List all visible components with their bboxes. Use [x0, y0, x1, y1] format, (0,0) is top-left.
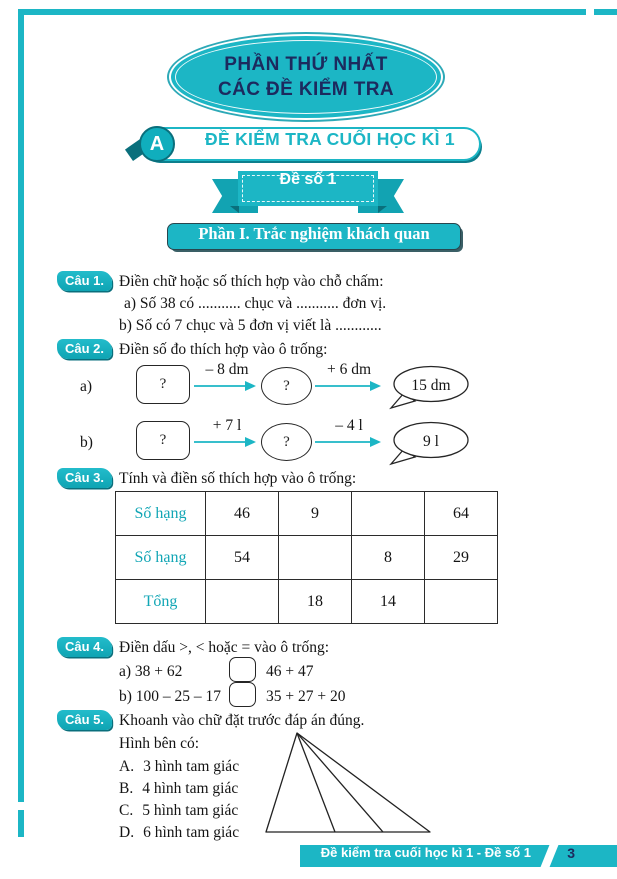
page-border-top-gap [586, 9, 594, 15]
option-letter: D. [119, 824, 135, 841]
q3-sum-table [115, 491, 498, 624]
q2-row-a-mid-circle: ? [261, 367, 312, 405]
question-1-line-a: a) Số 38 có ........... chục và ........... đơn vị. [124, 295, 387, 312]
exam-title-banner [141, 127, 481, 161]
question-4-prompt: Điền dấu >, < hoặc = vào ô trống: [119, 639, 330, 656]
table-cell: Tổng [116, 580, 206, 624]
question-5-prompt: Khoanh vào chữ đặt trước đáp án đúng. [119, 712, 365, 729]
table-cell: 8 [352, 536, 425, 580]
part-title-oval [171, 36, 441, 118]
option-letter: C. [119, 802, 134, 819]
question-1-prompt: Điền chữ hoặc số thích hợp vào chỗ chấm: [119, 273, 384, 290]
question-2-label: Câu 2. [57, 339, 112, 359]
q2-row-b-start-box: ? [136, 421, 190, 460]
q4-line-b-left: b) 100 – 25 – 17 [119, 688, 222, 705]
q5-option-d [119, 823, 239, 842]
arrow-right-icon [315, 380, 381, 392]
table-cell [206, 580, 279, 624]
table-cell: 18 [279, 580, 352, 624]
question-5-subprompt: Hình bên có: [119, 735, 200, 752]
question-1-line-b: b) Số có 7 chục và 5 đơn vị viết là ............ [119, 317, 382, 334]
question-1-label: Câu 1. [57, 271, 112, 291]
q4-line-a-answer-box [229, 657, 256, 682]
table-cell [352, 492, 425, 536]
section-title: Phần I. Trắc nghiệm khách quan [198, 224, 430, 243]
q2-row-b-mid-circle: ? [261, 423, 312, 461]
q2-row-a-op2-label: + 6 dm [326, 361, 372, 378]
page-border-left-gap [18, 802, 24, 810]
q4-line-b-answer-box [229, 682, 256, 707]
q2-row-b-item: b) [80, 434, 93, 451]
arrow-right-icon [315, 436, 381, 448]
q5-option-a [119, 757, 239, 776]
table-cell: 29 [425, 536, 498, 580]
q2-row-a-start-box: ? [136, 365, 190, 404]
q4-line-b-right: 35 + 27 + 20 [266, 688, 346, 705]
question-4-label: Câu 4. [57, 637, 112, 657]
table-row [116, 536, 498, 580]
question-3-prompt: Tính và điền số thích hợp vào ô trống: [119, 470, 357, 487]
footer-title: Đề kiểm tra cuối học kì 1 - Đề số 1 [320, 845, 531, 860]
table-row [116, 580, 498, 624]
option-letter: B. [119, 780, 134, 797]
table-cell: 64 [425, 492, 498, 536]
table-cell: 14 [352, 580, 425, 624]
option-text: 3 hình tam giác [143, 758, 240, 775]
section-letter-badge: A [139, 126, 175, 162]
table-cell: Số hạng [116, 536, 206, 580]
part-title-line1: PHẦN THỨ NHẤT [224, 53, 388, 75]
q5-option-b [119, 779, 238, 798]
option-text: 6 hình tam giác [143, 824, 240, 841]
arrow-right-icon [194, 380, 256, 392]
option-text: 5 hình tam giác [142, 802, 239, 819]
q4-line-a-right: 46 + 47 [266, 663, 314, 680]
exam-number: Đề số 1 [279, 171, 337, 188]
table-cell: 54 [206, 536, 279, 580]
section-title-bar [167, 223, 461, 250]
q4-line-a-left: a) 38 + 62 [119, 663, 183, 680]
question-3-label: Câu 3. [57, 468, 112, 488]
q5-option-c [119, 801, 238, 820]
question-5-label: Câu 5. [57, 710, 112, 730]
exam-number-ribbon [238, 171, 378, 206]
table-row [116, 492, 498, 536]
arrow-right-icon [194, 436, 256, 448]
q5-triangle-figure [256, 727, 438, 839]
table-cell [425, 580, 498, 624]
q2-row-a-result: 15 dm [411, 377, 451, 394]
footer-slash-divider [541, 845, 559, 867]
q2-row-b-op1-label: + 7 l [212, 417, 242, 434]
ribbon-fold-right [378, 206, 387, 213]
ribbon-fold-left [230, 206, 239, 213]
table-cell: Số hạng [116, 492, 206, 536]
part-title-line2: CÁC ĐỀ KIỂM TRA [218, 78, 394, 100]
footer-bar [300, 845, 617, 867]
q2-row-b-op2-label: – 4 l [335, 417, 363, 434]
q2-row-b-result: 9 l [423, 433, 439, 450]
question-2-prompt: Điền số đo thích hợp vào ô trống: [119, 341, 328, 358]
q2-row-a-op1-label: – 8 dm [205, 361, 249, 378]
page-border-left [18, 9, 24, 837]
q2-row-a-item: a) [80, 378, 93, 395]
table-cell: 46 [206, 492, 279, 536]
table-cell [279, 536, 352, 580]
page-number: 3 [567, 845, 575, 861]
page-border-top [18, 9, 617, 15]
option-letter: A. [119, 758, 135, 775]
exam-title: ĐỀ KIỂM TRA CUỐI HỌC KÌ 1 [205, 129, 455, 149]
table-cell: 9 [279, 492, 352, 536]
option-text: 4 hình tam giác [142, 780, 239, 797]
